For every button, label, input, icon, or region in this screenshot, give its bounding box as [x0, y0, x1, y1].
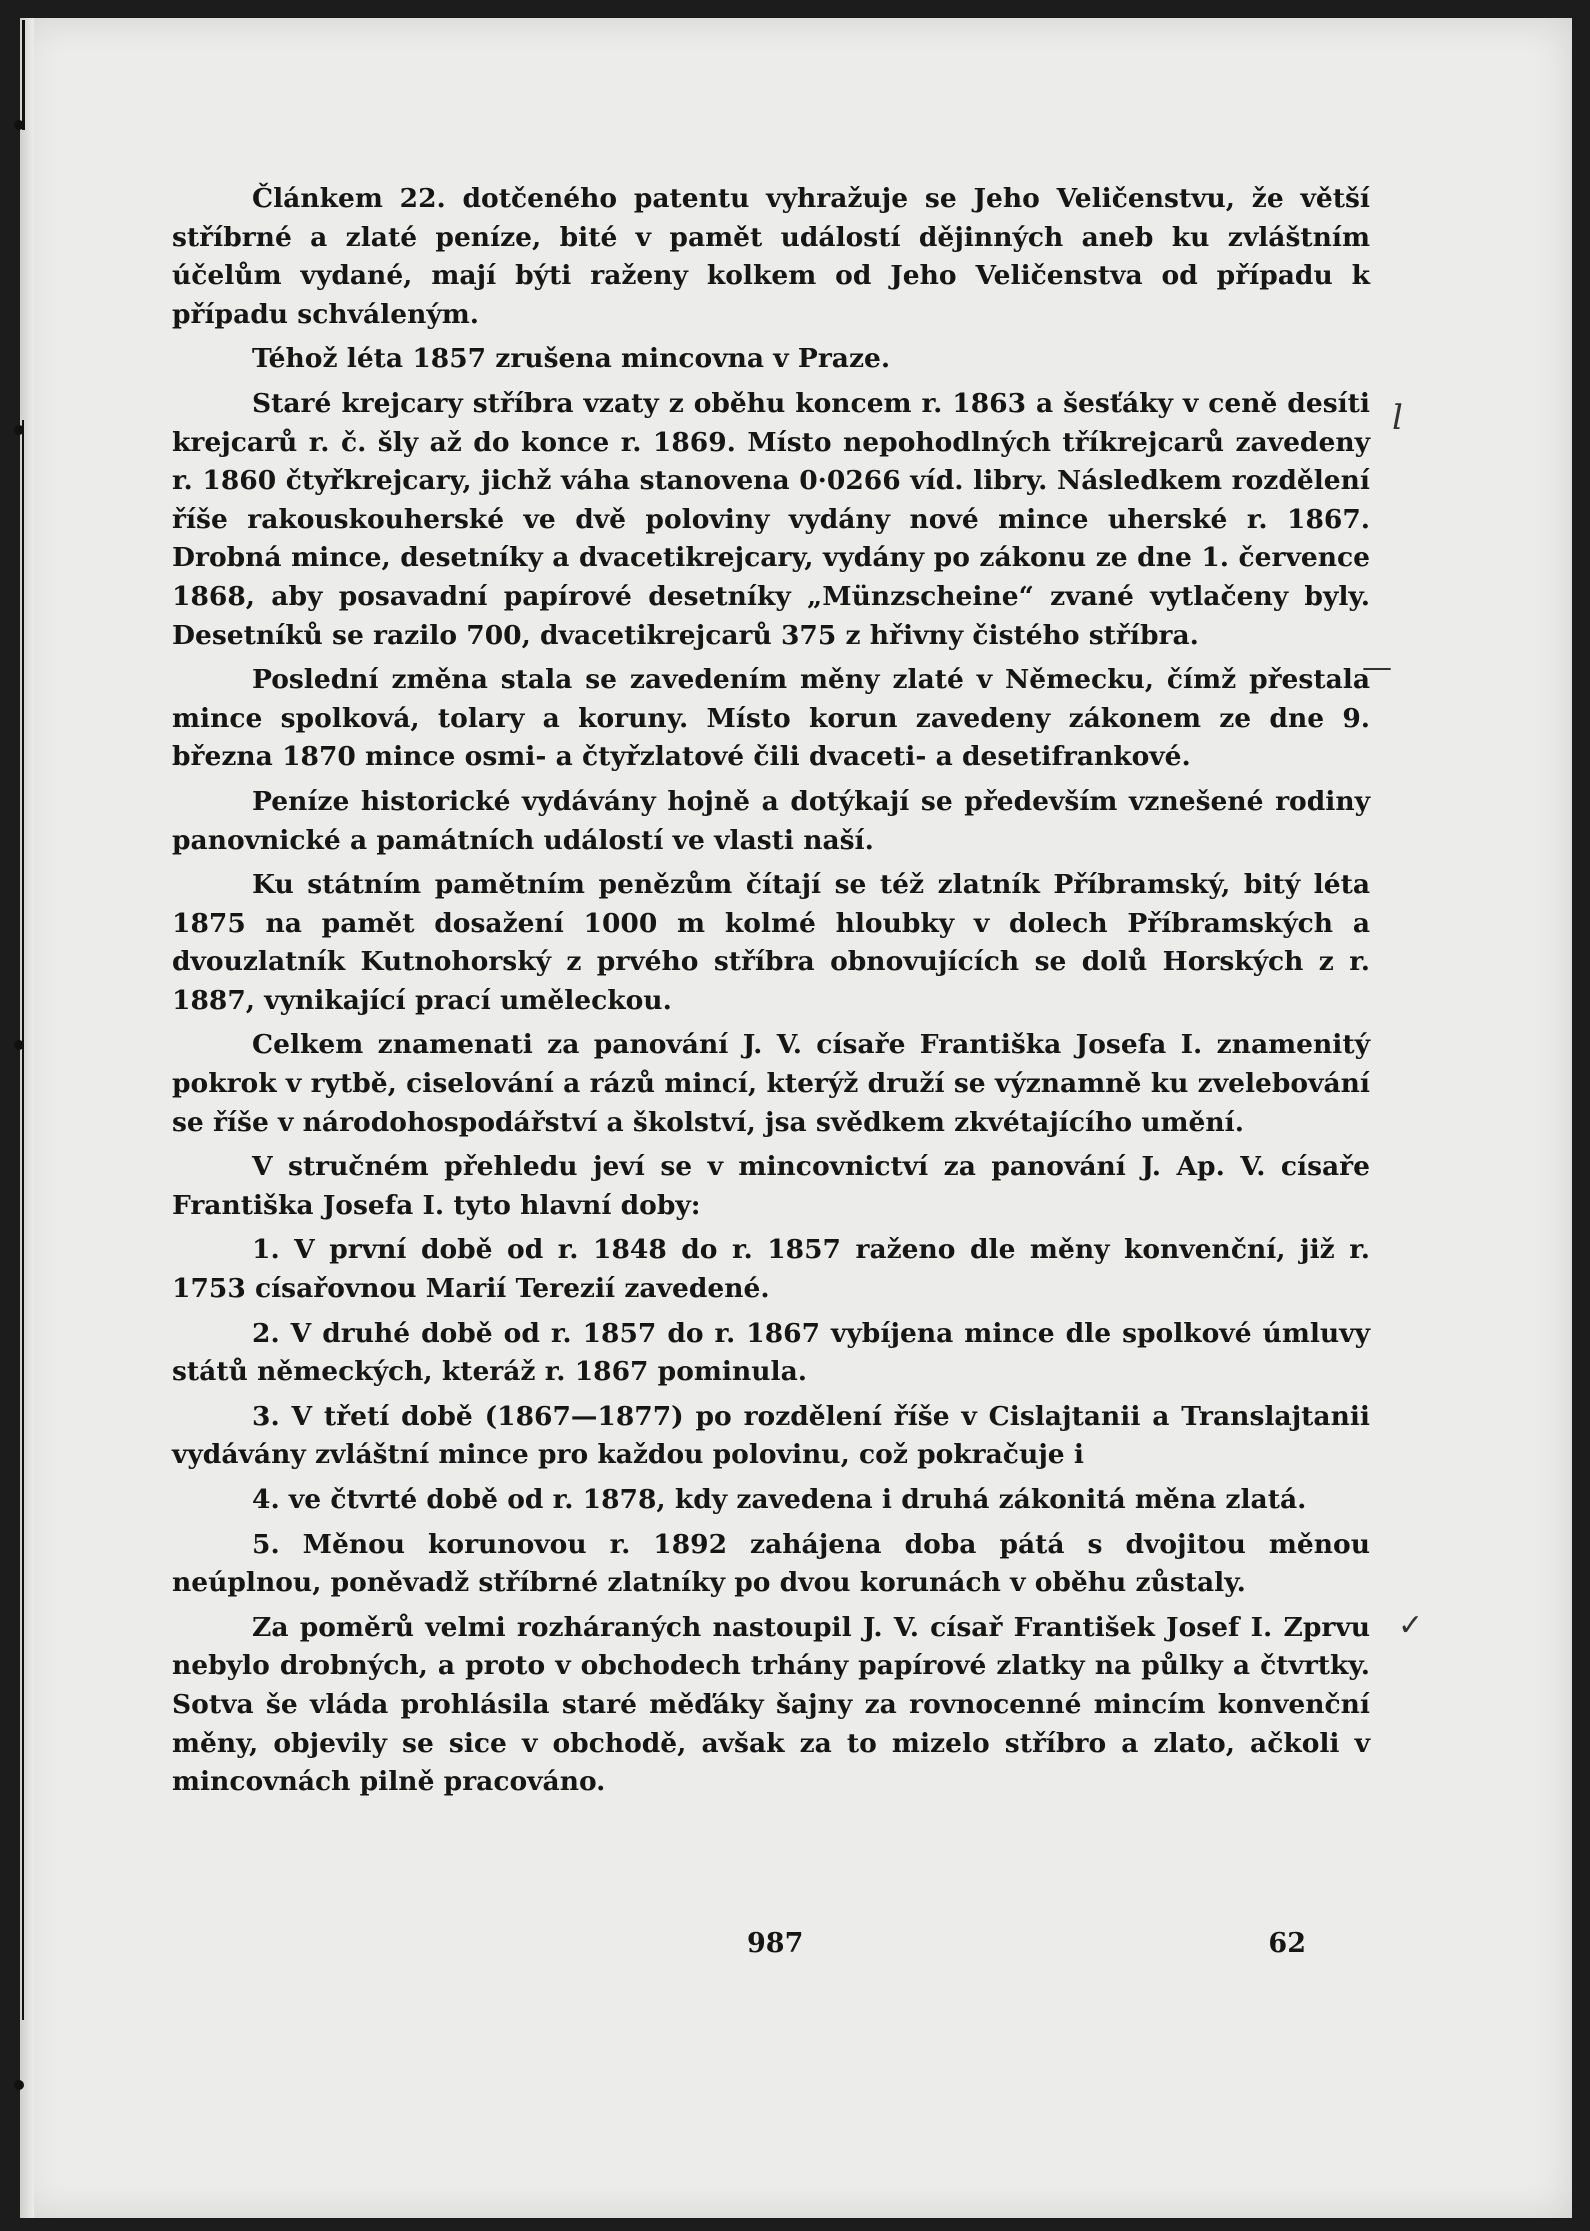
paragraph: Poslední změna stala se zavedením měny zlaté v Německu, čímž přestala mince spolková, tolary a koruny. Místo korun zavedeny zákonem ze dne 9. března 1870 mince osmi- a čtyřzlatové čili dvaceti- a desetifrankové. [172, 664, 1370, 773]
paragraph: Za poměrů velmi rozháraných nastoupil J. V. císař František Josef I. Zprvu nebylo drobných, a proto v obchodech trhány papírové zlatky na půlky a čtvrtky. Sotva še vláda prohlásila staré měďáky šajny za rovnocenné mincím konvenční měny, objevily se sice v obchodě, avšak za to mizelo stříbro a zlato, ačkoli v mincovnách pilně pracováno. [172, 1611, 1370, 1798]
paragraph: Celkem znamenati za panování J. V. císaře Františka Josefa I. znamenitý pokrok v rytbě, ciselování a rázů mincí, kterýž druží se významně ku zvelebování se říše v národohospodářství a školství, jsa svědkem zkvétajícího umění. [172, 1029, 1370, 1138]
list-item: 2. V druhé době od r. 1857 do r. 1867 vybíjena mince dle spolkové úmluvy států německých, kteráž r. 1867 pominula. [172, 1317, 1370, 1388]
list-item: 3. V třetí době (1867—1877) po rozdělení říše v Cislajtanii a Translajtanii vydávány zvláštní mince pro každou polovinu, což pokračuje i [172, 1400, 1370, 1471]
paragraph: Staré krejcary stříbra vzaty z oběhu koncem r. 1863 a šesťáky v ceně desíti krejcarů r. č. šly až do konce r. 1869. Místo nepohodlných tříkrejcarů zavedeny r. 1860 čtyřkrejcary, jichž váha stanovena 0·0266 víd. libry. Následkem rozdělení říše rakouskouherské ve dvě poloviny vydány nové mince uherské r. 1867. Drobná mince, desetníky a dvacetikrejcary, vydány po zákonu ze dne 1. července 1868, aby posavadní papírové desetníky „Münzscheine“ zvané vytlačeny byly. Desetníků se razilo 700, dvacetikrejcarů 375 z hřivny čistého stříbra. [172, 387, 1370, 651]
binding-line-top [22, 20, 25, 130]
page-number: 987 [747, 1928, 804, 1959]
paragraph: V stručném přehledu jeví se v mincovnictví za panování J. Ap. V. císaře Františka Josefa I. tyto hlavní doby: [172, 1151, 1370, 1221]
binding-line-mid [22, 420, 24, 2020]
margin-mark-check: ✓ [1398, 1608, 1424, 1643]
body-text [172, 180, 1370, 1808]
paragraph: Peníze historické vydávány hojně a dotýkají se především vznešené rodiny panovnické a památních událostí ve vlasti naší. [172, 785, 1370, 856]
list-item: 1. V první době od r. 1848 do r. 1857 raženo dle měny konvenční, již r. 1753 císařovnou Marií Terezií zavedené. [172, 1234, 1370, 1305]
binding-dot-1 [14, 120, 24, 130]
margin-mark-l: l [1392, 398, 1403, 438]
paragraph: Téhož léta 1857 zrušena mincovna v Praze. [252, 343, 891, 375]
list-item: 5. Měnou korunovou r. 1892 zahájena doba pátá s dvojitou měnou neúplnou, poněvadž stříbrné zlatníky po dvou korunách v oběhu zůstaly. [172, 1528, 1370, 1599]
binding-dot-2 [14, 425, 24, 435]
margin-mark-dash: — [1362, 650, 1392, 685]
binding-dot-4 [14, 2080, 24, 2090]
sheet-number: 62 [1268, 1928, 1306, 1959]
paragraph: Článkem 22. dotčeného patentu vyhražuje se Jeho Veličenstvu, že větší stříbrné a zlaté peníze, bité v pamět událostí dějinných aneb ku zvláštním účelům vydané, mají býti raženy kolkem od Jeho Veličenstva od případu k případu schváleným. [172, 183, 1370, 330]
binding-dot-3 [14, 1040, 24, 1050]
paragraph: Ku státním pamětním penězům čítají se též zlatník Příbramský, bitý léta 1875 na pamět dosažení 1000 m kolmé hloubky v dolech Příbramských a dvouzlatník Kutnohorský z prvého stříbra obnovujících se dolů Horských z r. 1887, vynikající prací uměleckou. [172, 869, 1370, 1016]
list-item: 4. ve čtvrté době od r. 1878, kdy zavedena i druhá zákonitá měna zlatá. [252, 1484, 1307, 1515]
